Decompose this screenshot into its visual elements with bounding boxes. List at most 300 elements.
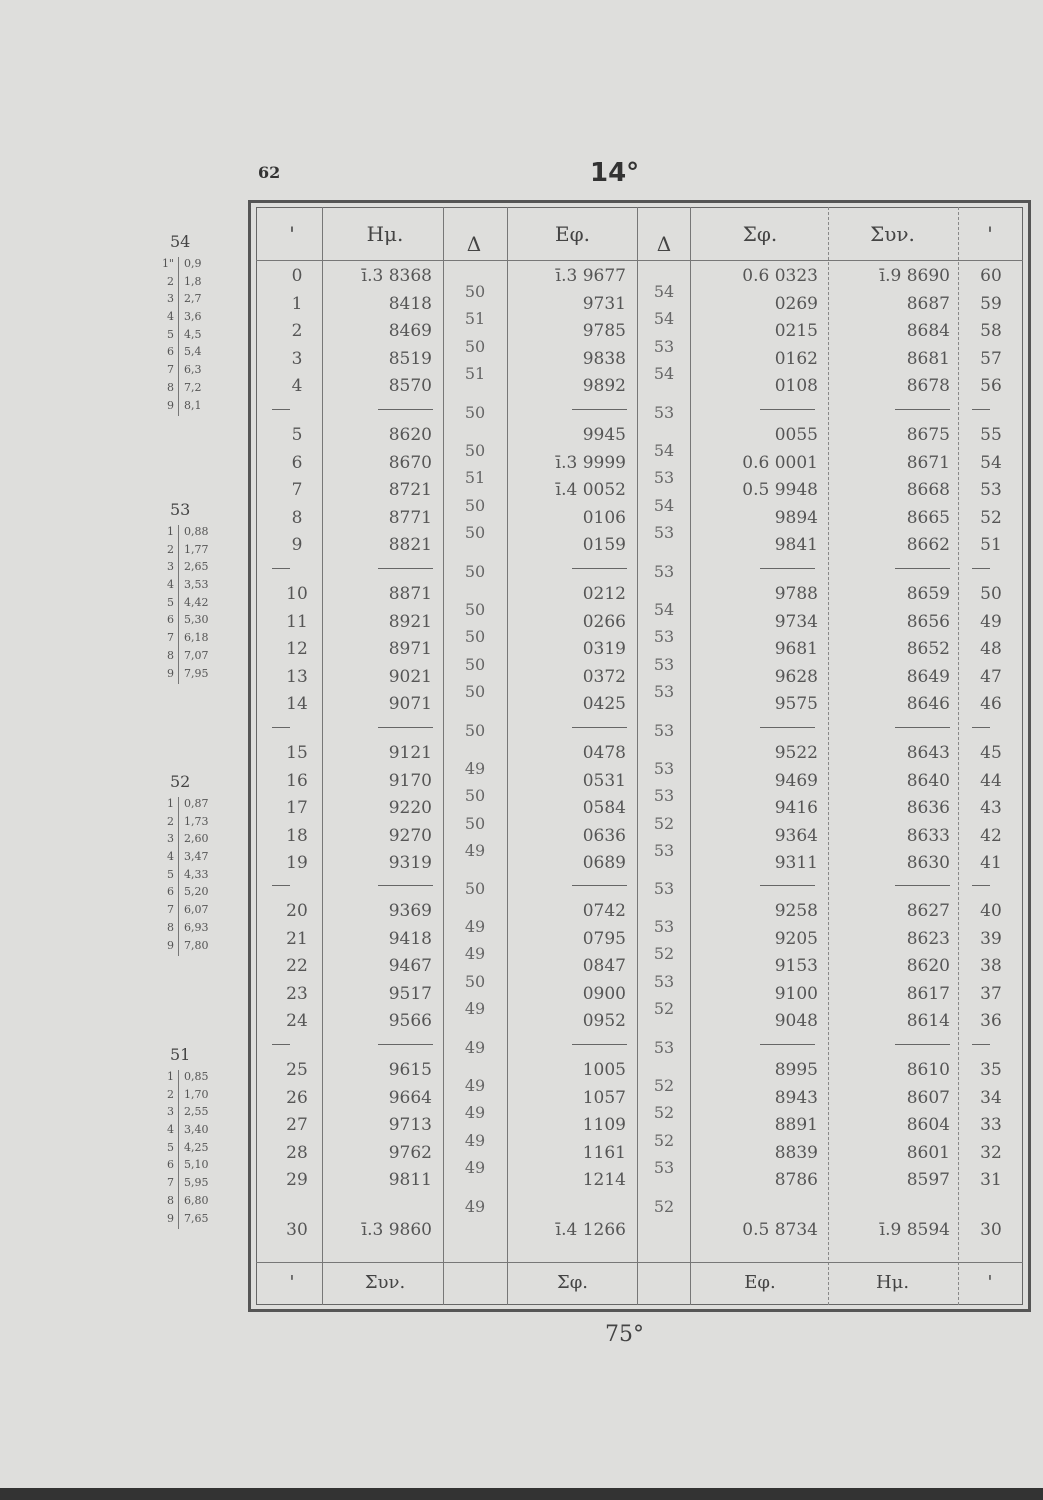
value-tan: 9945 <box>582 425 626 445</box>
delta-tan: 53 <box>653 916 675 936</box>
value-cot: 0162 <box>774 348 818 369</box>
pp-row <box>140 560 230 578</box>
pp-value: 5,95 <box>178 1176 209 1194</box>
minute-right: 47 <box>980 666 1002 687</box>
delta-tan: 52 <box>653 999 675 1019</box>
value-sin: 9517 <box>388 983 432 1004</box>
minute-right: 58 <box>980 321 1002 341</box>
pp-value: 6,93 <box>178 921 209 939</box>
value-cot: 9153 <box>774 956 818 976</box>
pp-row <box>140 310 230 328</box>
delta-sin: 50 <box>464 561 486 581</box>
value-cot: 9048 <box>774 1011 818 1031</box>
pp-group <box>140 500 230 684</box>
delta-tan: 52 <box>653 1075 675 1095</box>
delta-tan: 53 <box>653 758 675 778</box>
pp-row <box>140 903 230 921</box>
value-tan: 0106 <box>582 507 626 528</box>
group-separator <box>572 885 627 886</box>
delta-sin: 50 <box>464 682 486 702</box>
pp-value: 0,87 <box>178 797 209 815</box>
pp-row <box>140 1176 230 1194</box>
value-cot: 0.6 0323 <box>742 266 818 286</box>
group-separator <box>972 409 990 410</box>
value-cot: 8786 <box>774 1170 818 1190</box>
group-separator <box>760 727 815 728</box>
minute-right: 31 <box>980 1170 1002 1190</box>
pp-group <box>140 772 230 956</box>
value-cos: ī.9 8690 <box>879 266 950 286</box>
pp-row <box>140 850 230 868</box>
pp-number: 3 <box>167 292 174 306</box>
minute-left: 12 <box>286 639 308 659</box>
value-tan: 0584 <box>582 798 626 818</box>
pp-row <box>140 939 230 957</box>
minute-left: 29 <box>286 1170 308 1190</box>
value-cot: 9469 <box>774 770 818 791</box>
value-sin: 9319 <box>388 853 432 873</box>
value-sin: 9021 <box>388 666 432 687</box>
value-sin: 9418 <box>388 928 432 949</box>
value-cot: 9575 <box>774 694 818 714</box>
delta-sin: 50 <box>464 523 486 543</box>
pp-row <box>140 832 230 850</box>
pp-value: 3,40 <box>178 1123 209 1141</box>
column-header: ' <box>289 222 295 246</box>
minute-left: 23 <box>286 983 308 1004</box>
value-sin: 9369 <box>388 901 432 921</box>
pp-value: 4,33 <box>178 868 209 886</box>
pp-row <box>140 885 230 903</box>
value-cot: 9258 <box>774 901 818 921</box>
value-sin: 9713 <box>388 1115 432 1135</box>
value-cos: 8630 <box>906 853 950 873</box>
pp-title: 52 <box>170 772 191 791</box>
pp-row <box>140 1212 230 1230</box>
value-tan: 0159 <box>582 535 626 555</box>
minute-right: 52 <box>980 507 1002 528</box>
value-cot: 0108 <box>774 376 818 396</box>
value-sin: ī.3 9860 <box>361 1220 432 1240</box>
value-cot: 9205 <box>774 928 818 949</box>
delta-tan: 54 <box>653 495 675 515</box>
minute-right: 48 <box>980 639 1002 659</box>
value-tan: 0478 <box>582 743 626 763</box>
delta-tan: 52 <box>653 1103 675 1123</box>
delta-sin: 50 <box>464 440 486 460</box>
value-tan: ī.3 9999 <box>555 452 626 473</box>
pp-value: 2,7 <box>178 292 202 310</box>
delta-sin: 50 <box>464 971 486 991</box>
group-separator <box>972 727 990 728</box>
minute-left: 1 <box>291 293 303 314</box>
group-separator <box>895 1044 950 1045</box>
pp-row <box>140 921 230 939</box>
pp-value: 7,65 <box>178 1212 209 1230</box>
value-cos: 8671 <box>906 452 950 473</box>
delta-tan: 53 <box>653 1158 675 1178</box>
pp-number: 8 <box>167 648 174 662</box>
pp-number: 9 <box>167 1211 174 1225</box>
pp-value: 7,07 <box>178 649 209 667</box>
value-tan: 9892 <box>582 376 626 396</box>
delta-sin: 51 <box>464 364 486 384</box>
value-sin: 9071 <box>388 694 432 714</box>
pp-value: 2,55 <box>178 1105 209 1123</box>
pp-value: 3,47 <box>178 850 209 868</box>
value-sin: 8570 <box>388 376 432 396</box>
value-cot: 8891 <box>774 1115 818 1135</box>
value-tan: 1161 <box>582 1142 626 1163</box>
value-sin: 8771 <box>388 507 432 528</box>
group-separator <box>378 1044 433 1045</box>
group-separator <box>572 568 627 569</box>
minute-left: 30 <box>286 1220 308 1240</box>
value-tan: 0900 <box>582 983 626 1004</box>
pp-value: 5,4 <box>178 345 202 363</box>
value-sin: 8670 <box>388 452 432 473</box>
delta-sin: 49 <box>464 944 486 964</box>
pp-value: 1,8 <box>178 275 202 293</box>
value-cot: 9894 <box>774 507 818 528</box>
pp-value: 7,80 <box>178 939 209 957</box>
minute-left: 9 <box>291 535 303 555</box>
minute-right: 41 <box>980 853 1002 873</box>
delta-sin: 50 <box>464 402 486 422</box>
pp-number: 4 <box>167 850 174 864</box>
minute-right: 59 <box>980 293 1002 314</box>
minute-right: 57 <box>980 348 1002 369</box>
pp-row <box>140 1194 230 1212</box>
value-sin: 8620 <box>388 425 432 445</box>
delta-tan: 53 <box>653 336 675 356</box>
value-cos: 8604 <box>906 1115 950 1135</box>
group-separator <box>895 568 950 569</box>
minute-left: 4 <box>291 376 303 396</box>
pp-value: 1,70 <box>178 1088 209 1106</box>
pp-row <box>140 649 230 667</box>
group-separator <box>760 409 815 410</box>
minute-right: 51 <box>980 535 1002 555</box>
value-sin: 8519 <box>388 348 432 369</box>
minute-left: 5 <box>291 425 303 445</box>
minute-left: 3 <box>291 348 303 369</box>
value-tan: 0795 <box>582 928 626 949</box>
pp-row <box>140 613 230 631</box>
minute-left: 25 <box>286 1060 308 1080</box>
value-sin: 9170 <box>388 770 432 791</box>
pp-value: 7,95 <box>178 667 209 685</box>
value-sin: 8418 <box>388 293 432 314</box>
minute-right: 32 <box>980 1142 1002 1163</box>
delta-tan: 52 <box>653 1130 675 1150</box>
delta-tan: 52 <box>653 944 675 964</box>
delta-tan: 54 <box>653 440 675 460</box>
pp-value: 2,60 <box>178 832 209 850</box>
value-tan: 0319 <box>582 639 626 659</box>
value-sin: 9220 <box>388 798 432 818</box>
group-separator <box>572 409 627 410</box>
value-tan: 0952 <box>582 1011 626 1031</box>
page-header: 14° <box>590 158 640 188</box>
pp-number: 3 <box>167 560 174 574</box>
pp-number: 2 <box>167 274 174 288</box>
value-cos: 8684 <box>906 321 950 341</box>
minute-left: 15 <box>286 743 308 763</box>
minute-right: 43 <box>980 798 1002 818</box>
pp-row <box>140 596 230 614</box>
value-sin: 9270 <box>388 825 432 846</box>
value-cos: 8678 <box>906 376 950 396</box>
value-cot: 9628 <box>774 666 818 687</box>
pp-number: 6 <box>167 885 174 899</box>
value-sin: 9664 <box>388 1087 432 1108</box>
value-cos: 8597 <box>906 1170 950 1190</box>
value-tan: 0531 <box>582 770 626 791</box>
minute-left: 20 <box>286 901 308 921</box>
column-rule <box>443 207 444 1305</box>
delta-tan: 53 <box>653 627 675 647</box>
column-rule <box>637 207 638 1305</box>
value-sin: 9121 <box>388 743 432 763</box>
pp-row <box>140 275 230 293</box>
minute-right: 55 <box>980 425 1002 445</box>
delta-sin: 50 <box>464 599 486 619</box>
pp-number: 5 <box>167 327 174 341</box>
value-cos: 8687 <box>906 293 950 314</box>
minute-left: 22 <box>286 956 308 976</box>
pp-value: 1,73 <box>178 815 209 833</box>
delta-sin: 50 <box>464 495 486 515</box>
minute-right: 53 <box>980 480 1002 500</box>
value-cos: 8623 <box>906 928 950 949</box>
value-cos: 8662 <box>906 535 950 555</box>
pp-value: 5,20 <box>178 885 209 903</box>
delta-tan: 54 <box>653 309 675 329</box>
group-separator <box>972 568 990 569</box>
column-rule <box>322 207 323 1305</box>
delta-tan: 52 <box>653 813 675 833</box>
value-cot: 9841 <box>774 535 818 555</box>
column-header: Ημ. <box>366 222 404 246</box>
pp-number: 9 <box>167 666 174 680</box>
value-cot: 8839 <box>774 1142 818 1163</box>
pp-row <box>140 399 230 417</box>
minute-right: 33 <box>980 1115 1002 1135</box>
delta-sin: 49 <box>464 1197 486 1216</box>
pp-number: 5 <box>167 1140 174 1154</box>
group-separator <box>895 727 950 728</box>
column-header: Σφ. <box>742 222 778 246</box>
pp-number: 7 <box>167 363 174 377</box>
delta-tan: 52 <box>653 1197 675 1216</box>
pp-row <box>140 1070 230 1088</box>
pp-number: 6 <box>167 613 174 627</box>
value-tan: ī.3 9677 <box>555 266 626 286</box>
delta-tan: 53 <box>653 402 675 422</box>
row-rule <box>256 260 1023 261</box>
pp-number: 1 <box>167 525 174 538</box>
minute-right: 54 <box>980 452 1002 473</box>
delta-tan: 53 <box>653 879 675 898</box>
column-footer: Συν. <box>364 1272 406 1293</box>
delta-sin: 49 <box>464 758 486 778</box>
column-header: ' <box>987 222 993 246</box>
pp-row <box>140 328 230 346</box>
group-separator <box>895 885 950 886</box>
pp-number: 8 <box>167 380 174 394</box>
minute-right: 60 <box>980 266 1002 286</box>
delta-tan: 53 <box>653 682 675 702</box>
value-cos: 8652 <box>906 639 950 659</box>
pp-value: 6,3 <box>178 363 202 381</box>
value-tan: 0636 <box>582 825 626 846</box>
pp-value: 8,1 <box>178 399 202 417</box>
pp-title: 53 <box>170 500 191 519</box>
pp-number: 2 <box>167 814 174 828</box>
value-cos: 8614 <box>906 1011 950 1031</box>
delta-sin: 50 <box>464 720 486 740</box>
pp-number: 4 <box>167 310 174 324</box>
value-cot: 9734 <box>774 611 818 632</box>
minute-left: 14 <box>286 694 308 714</box>
delta-tan: 53 <box>653 1037 675 1057</box>
delta-sin: 49 <box>464 1075 486 1095</box>
column-header: Συν. <box>870 222 915 246</box>
delta-tan: 54 <box>653 599 675 619</box>
value-cot: 0.6 0001 <box>742 452 818 473</box>
column-header: Δ <box>656 232 672 256</box>
value-tan: 9838 <box>582 348 626 369</box>
value-tan: ī.4 1266 <box>555 1220 626 1240</box>
pp-number: 8 <box>167 920 174 934</box>
group-separator <box>272 727 290 728</box>
value-tan: 0212 <box>582 584 626 604</box>
minute-right: 49 <box>980 611 1002 632</box>
pp-number: 7 <box>167 631 174 645</box>
pp-number: 1" <box>161 257 174 270</box>
scan-edge <box>0 1488 1043 1500</box>
minute-left: 13 <box>286 666 308 687</box>
value-cos: 8643 <box>906 743 950 763</box>
value-tan: 9731 <box>582 293 626 314</box>
minute-right: 44 <box>980 770 1002 791</box>
pp-number: 3 <box>167 832 174 846</box>
group-separator <box>378 568 433 569</box>
minute-right: 38 <box>980 956 1002 976</box>
pp-row <box>140 543 230 561</box>
minute-left: 27 <box>286 1115 308 1135</box>
value-cos: 8620 <box>906 956 950 976</box>
value-sin: 9566 <box>388 1011 432 1031</box>
value-cot: 8995 <box>774 1060 818 1080</box>
delta-tan: 53 <box>653 468 675 488</box>
value-cot: 9311 <box>774 853 818 873</box>
pp-value: 2,65 <box>178 560 209 578</box>
pp-number: 8 <box>167 1193 174 1207</box>
value-tan: 0689 <box>582 853 626 873</box>
pp-row <box>140 667 230 685</box>
value-cos: 8665 <box>906 507 950 528</box>
pp-value: 5,30 <box>178 613 209 631</box>
column-footer: Σφ. <box>556 1272 589 1293</box>
pp-value: 6,18 <box>178 631 209 649</box>
column-footer: ' <box>987 1272 993 1293</box>
pp-number: 6 <box>167 1158 174 1172</box>
pp-number: 5 <box>167 867 174 881</box>
group-separator <box>760 568 815 569</box>
column-footer: Εφ. <box>744 1272 776 1293</box>
pp-number: 3 <box>167 1105 174 1119</box>
pp-value: 3,53 <box>178 578 209 596</box>
delta-tan: 53 <box>653 971 675 991</box>
minute-right: 35 <box>980 1060 1002 1080</box>
pp-number: 2 <box>167 542 174 556</box>
value-cos: ī.9 8594 <box>879 1220 950 1240</box>
group-separator <box>572 727 627 728</box>
delta-sin: 49 <box>464 1103 486 1123</box>
value-cos: 8601 <box>906 1142 950 1163</box>
value-sin: 8821 <box>388 535 432 555</box>
value-cot: 0055 <box>774 425 818 445</box>
value-tan: 1005 <box>582 1060 626 1080</box>
value-cot: 0.5 8734 <box>742 1220 818 1240</box>
minute-right: 42 <box>980 825 1002 846</box>
delta-tan: 54 <box>653 281 675 301</box>
pp-row <box>140 868 230 886</box>
pp-value: 0,88 <box>178 525 209 543</box>
value-tan: 0266 <box>582 611 626 632</box>
column-rule <box>958 207 959 1305</box>
minute-right: 39 <box>980 928 1002 949</box>
value-cot: 9788 <box>774 584 818 604</box>
minute-right: 56 <box>980 376 1002 396</box>
pp-row <box>140 292 230 310</box>
pp-row <box>140 1088 230 1106</box>
value-cos: 8659 <box>906 584 950 604</box>
column-rule <box>828 207 829 1305</box>
pp-number: 5 <box>167 595 174 609</box>
value-tan: 0425 <box>582 694 626 714</box>
minute-left: 0 <box>291 266 303 286</box>
pp-row <box>140 257 230 275</box>
value-cos: 8636 <box>906 798 950 818</box>
minute-left: 10 <box>286 584 308 604</box>
value-cot: 8943 <box>774 1087 818 1108</box>
pp-value: 4,5 <box>178 328 202 346</box>
delta-sin: 49 <box>464 916 486 936</box>
row-rule <box>256 1262 1023 1263</box>
value-cos: 8675 <box>906 425 950 445</box>
pp-value: 1,77 <box>178 543 209 561</box>
minute-left: 17 <box>286 798 308 818</box>
delta-sin: 50 <box>464 336 486 356</box>
value-sin: 8469 <box>388 321 432 341</box>
minute-right: 46 <box>980 694 1002 714</box>
value-sin: ī.3 8368 <box>361 266 432 286</box>
minute-left: 6 <box>291 452 303 473</box>
minute-right: 34 <box>980 1087 1002 1108</box>
value-sin: 8971 <box>388 639 432 659</box>
pp-row <box>140 1141 230 1159</box>
value-cot: 9522 <box>774 743 818 763</box>
minute-left: 18 <box>286 825 308 846</box>
minute-left: 26 <box>286 1087 308 1108</box>
pp-row <box>140 631 230 649</box>
value-cot: 9100 <box>774 983 818 1004</box>
pp-number: 1 <box>167 1070 174 1083</box>
pp-number: 9 <box>167 938 174 952</box>
